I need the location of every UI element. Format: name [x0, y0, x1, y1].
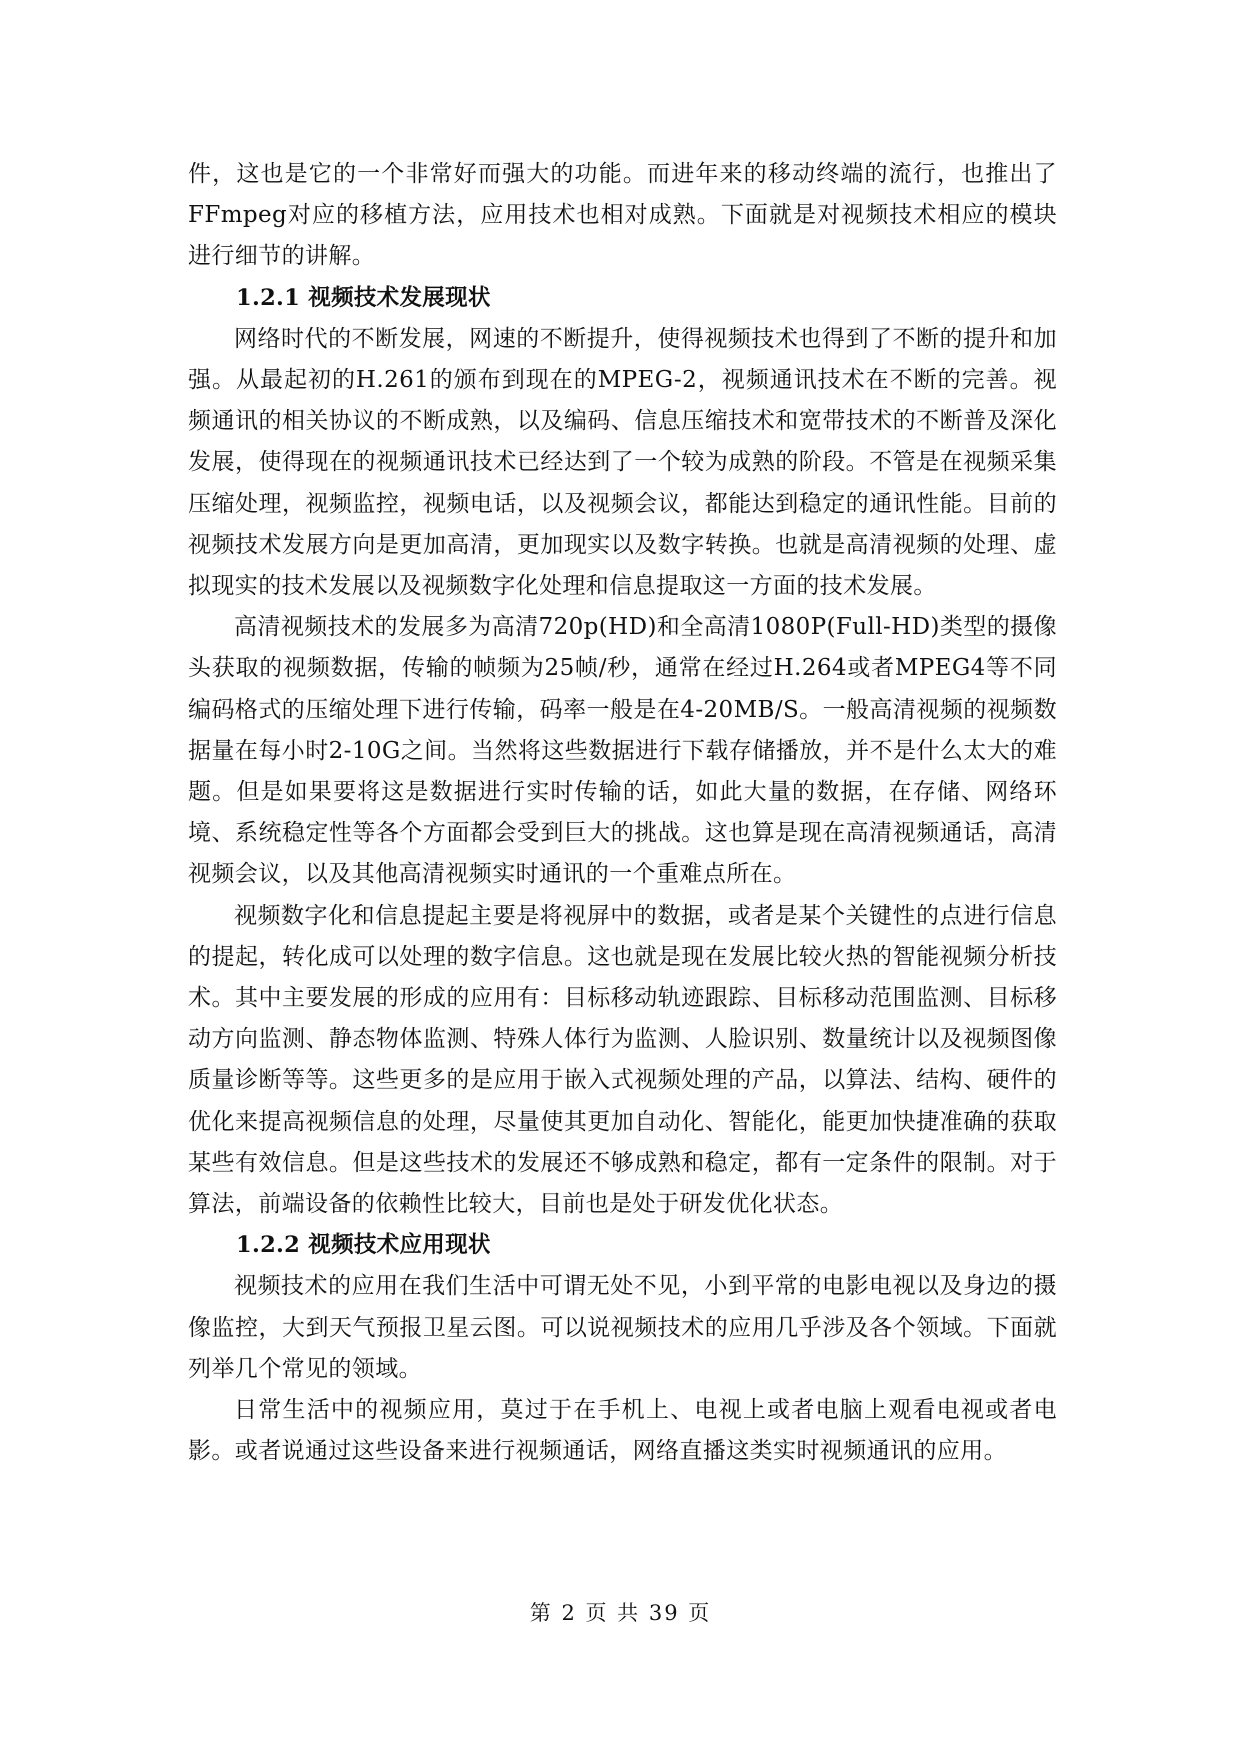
paragraph: 高清视频技术的发展多为高清720p(HD)和全高清1080P(Full-HD)类型的摄像头获取的视频数据，传输的帧频为25帧/秒，通常在经过H.264或者MPEG4等不同编码格式的压缩处理下进行传输，码率一般是在4-20MB/S。一般高清视频的视频数据量在每小时2-10G之间。当然将这些数据进行下载存储播放，并不是什么太大的难题。但是如果要将这是数据进行实时传输的话，如此大量的数据，在存储、网络环境、系统稳定性等各个方面都会受到巨大的挑战。这也算是现在高清视频通话，高清视频会议，以及其他高清视频实时通讯的一个重难点所在。	[188, 614, 1057, 888]
page-number-footer: 第 2 页 共 39 页	[529, 1601, 712, 1625]
paragraph: 视频数字化和信息提起主要是将视屏中的数据，或者是某个关键性的点进行信息的提起，转化成可以处理的数字信息。这也就是现在发展比较火热的智能视频分析技术。其中主要发展的形成的应用有：目标移动轨迹跟踪、目标移动范围监测、目标移动方向监测、静态物体监测、特殊人体行为监测、人脸识别、数量统计以及视频图像质量诊断等等。这些更多的是应用于嵌入式视频处理的产品，以算法、结构、硬件的优化来提高视频信息的处理，尽量使其更加自动化、智能化，能更加快捷准确的获取某些有效信息。但是这些技术的发展还不够成熟和稳定，都有一定条件的限制。对于算法，前端设备的依赖性比较大，目前也是处于研发优化状态。	[188, 902, 1057, 1218]
section-heading-1-2-1: 1.2.1 视频技术发展现状	[236, 284, 491, 311]
paragraph: 日常生活中的视频应用，莫过于在手机上、电视上或者电脑上观看电视或者电影。或者说通过这些设备来进行视频通话，网络直播这类实时视频通讯的应用。	[188, 1397, 1057, 1465]
paragraph: 网络时代的不断发展，网速的不断提升，使得视频技术也得到了不断的提升和加强。从最起初的H.261的颁布到现在的MPEG-2，视频通讯技术在不断的完善。视频通讯的相关协议的不断成熟，以及编码、信息压缩技术和宽带技术的不断普及深化发展，使得现在的视频通讯技术已经达到了一个较为成熟的阶段。不管是在视频采集压缩处理，视频监控，视频电话，以及视频会议，都能达到稳定的通讯性能。目前的视频技术发展方向是更加高清，更加现实以及数字转换。也就是高清视频的处理、虚拟现实的技术发展以及视频数字化处理和信息提取这一方面的技术发展。	[188, 325, 1057, 600]
paragraph-continuation: 件，这也是它的一个非常好而强大的功能。而进年来的移动终端的流行，也推出了FFmpeg对应的移植方法，应用技术也相对成熟。下面就是对视频技术相应的模块进行细节的讲解。	[188, 161, 1057, 270]
paragraph: 视频技术的应用在我们生活中可谓无处不见，小到平常的电影电视以及身边的摄像监控，大到天气预报卫星云图。可以说视频技术的应用几乎涉及各个领域。下面就列举几个常见的领域。	[188, 1273, 1057, 1382]
section-heading-1-2-2: 1.2.2 视频技术应用现状	[236, 1232, 491, 1259]
document-body	[188, 154, 1057, 1473]
